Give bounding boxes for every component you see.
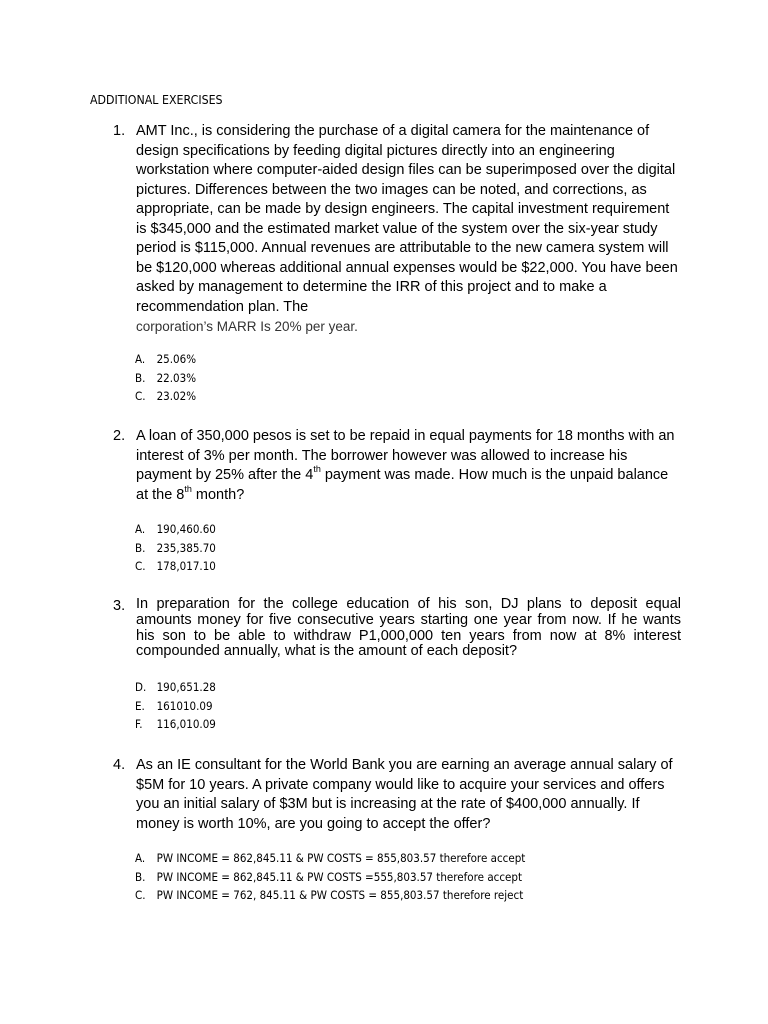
answer-option: C. 178,017.10 bbox=[135, 559, 216, 574]
answer-option: B. 235,385.70 bbox=[135, 540, 216, 555]
answer-option: A. 25.06% bbox=[135, 352, 197, 366]
answer-options-2 bbox=[135, 522, 225, 578]
question-text: As an IE consultant for the World Bank you are earning an average annual salary of $5M for 10 years. A private company would like to acquire your services and offers you an initial salary of $3M but is increasing at the rate of $400,000 annually. If money is worth 10%, are you going to accept the offer? bbox=[136, 757, 673, 832]
answer-option: E. 161010.09 bbox=[135, 698, 213, 713]
answer-option: D. 190,651.28 bbox=[135, 680, 216, 694]
question-text: A loan of 350,000 pesos is set to be repaid in equal payments for 18 months with an interest of 3% per month. The borrower however was allowed to increase his payment by 25% after the 4th payment was made. How much is the unpaid balance at the 8th month? bbox=[136, 428, 675, 503]
answer-option: B. PW INCOME = 862,845.11 & PW COSTS =555,803.57 therefore accept bbox=[135, 869, 523, 884]
answer-option: C. PW INCOME = 762, 845.11 & PW COSTS = 855,803.57 therefore reject bbox=[135, 888, 524, 903]
answer-options-1 bbox=[135, 352, 203, 408]
page-title: ADDITIONAL EXERCISES bbox=[90, 93, 223, 107]
question-text: In preparation for the college education of his son, DJ plans to deposit equal amounts money for five consecutive years starting one year from now. If he wants his son to be able to withdraw P1,000,000 ten years from now at 8% interest compounded annually, what is the amount of each deposit? bbox=[136, 596, 681, 660]
answer-option: A. 190,460.60 bbox=[135, 522, 216, 536]
answer-option: A. PW INCOME = 862,845.11 & PW COSTS = 855,803.57 therefore accept bbox=[135, 851, 526, 865]
question-number: 1. bbox=[113, 123, 126, 139]
answer-option: C. 23.02% bbox=[135, 389, 197, 404]
question-text bbox=[136, 122, 681, 338]
question-number: 3. bbox=[113, 598, 126, 614]
question-text-tail: corporation’s MARR Is 20% per year. bbox=[136, 319, 358, 334]
answer-options-4 bbox=[135, 851, 569, 907]
question-number: 4. bbox=[113, 757, 126, 773]
question-text-body: AMT Inc., is considering the purchase of a digital camera for the maintenance of design specifications by feeding digital pictures directly into an engineering workstation where computer-aided design files can be superimposed over the digital pictures. Differences between the two images can be noted, and corrections, as appropriate, can be made by design engineers. The capital investment requirement is $345,000 and the estimated market value of the system over the six-year study period is $115,000. Annual revenues are attributable to the new camera system will be $120,000 whereas additional annual expenses would be $22,000. You have been asked by management to determine the IRR of this project and to make a recommendation plan. The bbox=[136, 123, 678, 315]
answer-option: B. 22.03% bbox=[135, 370, 197, 385]
answer-options-3 bbox=[135, 680, 225, 736]
answer-option: F. 116,010.09 bbox=[135, 717, 216, 732]
question-number: 2. bbox=[113, 428, 126, 444]
